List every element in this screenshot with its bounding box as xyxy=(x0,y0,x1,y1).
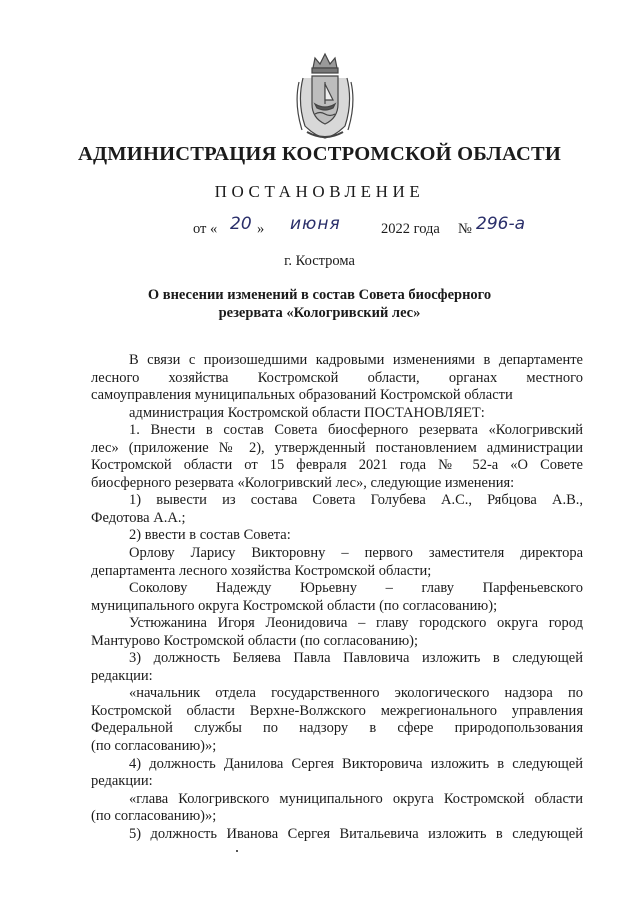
body-line: департамента лесного хозяйства Костромской области; xyxy=(91,562,432,579)
number-prefix: № xyxy=(458,221,472,237)
body-line: биосферного резервата «Кологривский лес», следующие изменения: xyxy=(91,474,515,491)
body-line: лес» (приложение № 2), утвержденный постановлением администрации xyxy=(91,439,583,456)
document-type: ПОСТАНОВЛЕНИЕ xyxy=(214,182,425,201)
date-prefix: от « xyxy=(193,221,218,237)
handwritten-day: 20 xyxy=(230,214,252,234)
body-line: 3) должность Беляева Павла Павловича изложить в следующей xyxy=(129,650,583,667)
body-line: 1) вывести из состава Совета Голубева А.С., Рябцова А.В., xyxy=(129,492,583,509)
body-line: редакции: xyxy=(91,773,153,790)
body-line: Костромской области от 15 февраля 2021 года № 52-а «О Совете xyxy=(91,457,583,474)
kostroma-coat-of-arms-icon xyxy=(293,52,357,142)
body-line: администрация Костромской области ПОСТАНОВЛЯЕТ: xyxy=(129,404,485,421)
date-mid: » xyxy=(257,221,265,237)
body-line: 1. Внести в состав Совета биосферного резервата «Кологривский xyxy=(129,422,583,439)
body-line: «глава Кологривского муниципального округа Костромской области xyxy=(129,790,583,807)
document-body xyxy=(91,352,583,843)
body-line: Мантурово Костромской области (по согласованию); xyxy=(91,632,419,649)
subject-line: О внесении изменений в состав Совета биосферного xyxy=(147,287,492,303)
city-line: г. Кострома xyxy=(284,253,355,269)
handwritten-month: июня xyxy=(290,214,341,234)
body-line: Устюжанина Игоря Леонидовича – главу городского округа город xyxy=(129,615,583,632)
year-text: 2022 года xyxy=(381,221,440,237)
body-line: Соколову Надежду Юрьевну – главу Парфеньевского xyxy=(129,580,583,597)
body-line: Костромской области Верхне-Волжского межрегионального управления xyxy=(91,702,583,719)
body-line: Федотова А.А.; xyxy=(91,509,186,526)
body-line: (по согласованию)»; xyxy=(91,738,217,755)
body-line: 5) должность Иванова Сергея Витальевича изложить в следующей xyxy=(129,825,583,842)
body-line: редакции: xyxy=(91,667,153,684)
date-number-line xyxy=(0,214,639,244)
scan-speck xyxy=(236,850,238,852)
body-line: Орлову Ларису Викторовну – первого заместителя директора xyxy=(129,545,583,562)
body-line: 4) должность Данилова Сергея Викторовича изложить в следующей xyxy=(129,755,583,772)
body-line: В связи с произошедшими кадровыми изменениями в департаменте xyxy=(129,352,583,368)
body-line: муниципального округа Костромской области (по согласованию); xyxy=(91,597,498,614)
body-line: 2) ввести в состав Совета: xyxy=(129,527,291,544)
body-line: самоуправления муниципальных образований Костромской области xyxy=(91,387,513,404)
handwritten-number: 296-а xyxy=(476,214,525,234)
body-line: (по согласованию)»; xyxy=(91,808,217,825)
body-line: «начальник отдела государственного экологического надзора по xyxy=(129,685,583,702)
subject-line: резервата «Кологривский лес» xyxy=(218,305,421,321)
body-line: лесного хозяйства Костромской области, органах местного xyxy=(91,369,583,386)
body-line: Федеральной службы по надзору в сфере природопользования xyxy=(91,720,583,737)
organization-title: АДМИНИСТРАЦИЯ КОСТРОМСКОЙ ОБЛАСТИ xyxy=(77,143,562,165)
document-subject xyxy=(0,286,639,322)
